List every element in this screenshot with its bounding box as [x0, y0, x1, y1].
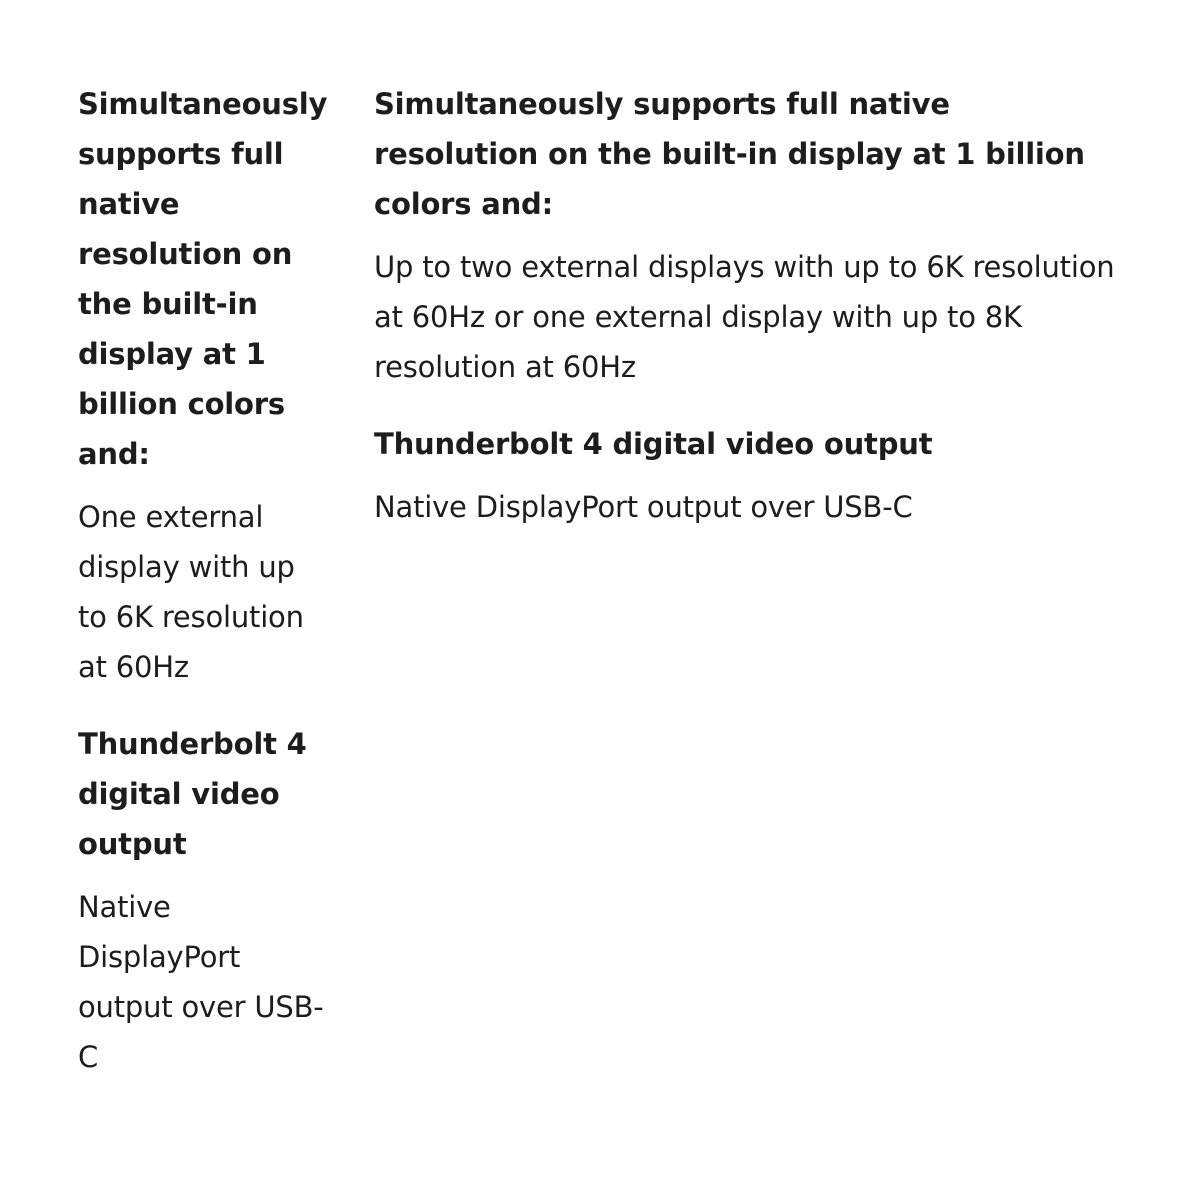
spec-column-right — [374, 79, 1119, 559]
video-output-heading: Thunderbolt 4 digital video output — [374, 427, 933, 461]
video-output-detail: Native DisplayPort output over USB-C — [78, 890, 324, 1074]
video-output-detail: Native DisplayPort output over USB-C — [374, 490, 913, 524]
spec-column-left — [78, 79, 328, 1109]
display-support-heading: Simultaneously supports full native resolution on the built-in display at 1 billion colors and: — [78, 87, 328, 471]
video-output-heading: Thunderbolt 4 digital video output — [78, 727, 307, 861]
display-support-detail: Up to two external displays with up to 6K resolution at 60Hz or one external display with up to 8K resolution at 60Hz — [374, 250, 1115, 384]
display-support-heading: Simultaneously supports full native resolution on the built-in display at 1 billion colors and: — [374, 87, 1085, 221]
display-support-detail: One external display with up to 6K resolution at 60Hz — [78, 500, 304, 684]
